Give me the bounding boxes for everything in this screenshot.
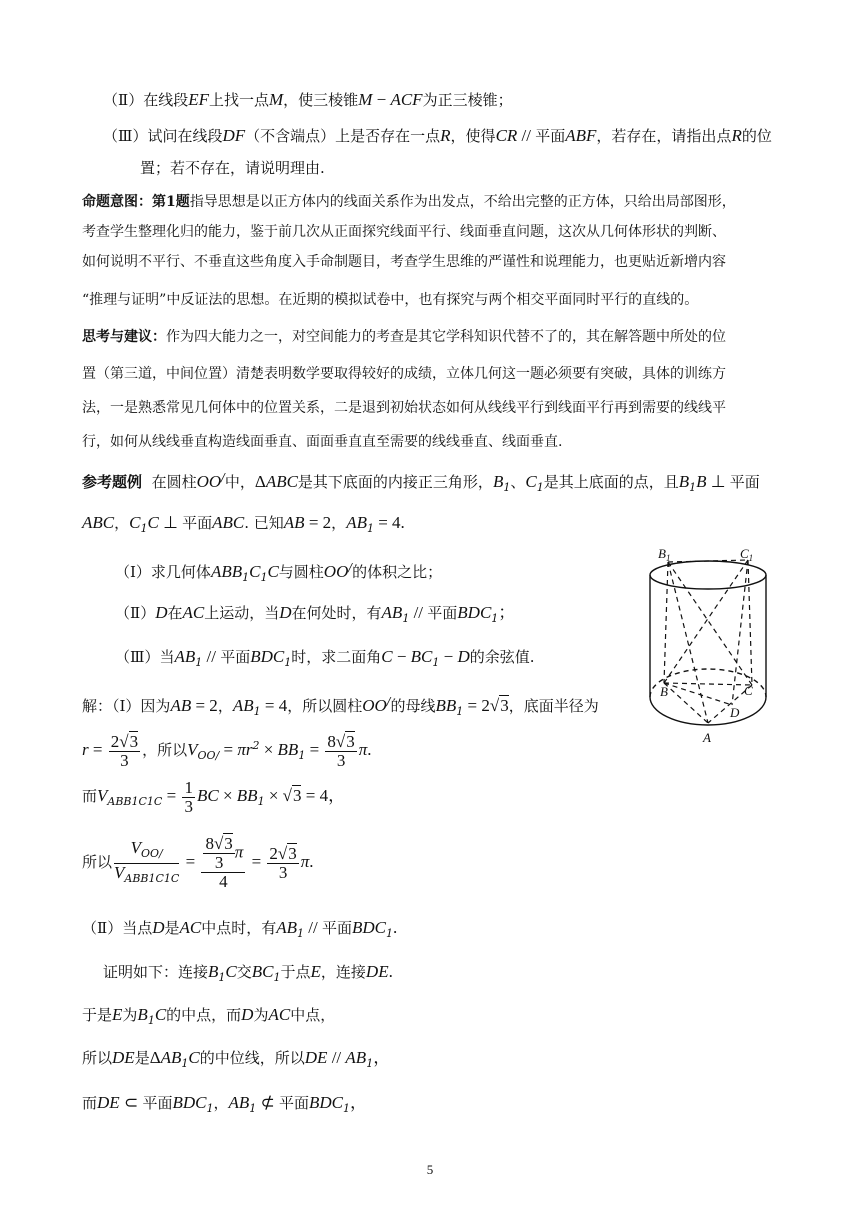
reference-part1: （Ⅰ）求几何体$ABB_1C_1C$与圆柱OO/的体积之比； — [115, 561, 443, 584]
solution-proof-line1: 于是E为$B_1C$的中点，而D为AC中点， — [82, 1005, 336, 1027]
label-c1: $C_1$ — [740, 546, 754, 563]
reference-line2: ABC，$C_1C$ ⊥ 平面ABC. 已知AB = 2，$AB_1 = 4$. — [82, 513, 405, 535]
label-b: B — [660, 684, 668, 699]
question-part3: （Ⅲ）试问在线段DF（不含端点）上是否存在一点R，使得CR // 平面ABF，若存在，请指出点R的位 — [103, 126, 772, 145]
question-part2: （Ⅱ）在线段EF上找一点M，使三棱锥M − ACF为正三棱锥； — [103, 90, 513, 109]
solution-line1: 解：（Ⅰ）因为AB = 2，$AB_1 = 4$，所以圆柱OO/的母线$BB_1 = 2√3$，底面半径为 — [82, 695, 599, 718]
solution-line3: 而$V_{ABB1C1C}$ = $\frac{1}{3}$ BC × $BB_1 \times √3 = 4$， — [82, 777, 346, 816]
advice-line2: 置（第三道，中间位置）清楚表明数学要取得较好的成绩，立体几何这一题必须要有突破，具体的训练方 — [82, 366, 726, 382]
cylinder-figure — [640, 545, 780, 745]
solution-proof-line2: 所以DE是$\Delta AB_1C$的中位线，所以DE // $AB_1$， — [82, 1048, 391, 1070]
intent-line1: 命题意图：第1题指导思想是以正方体内的线面关系作为出发点，不给出完整的正方体，只给出局部图形， — [82, 194, 736, 210]
reference-part2: （Ⅱ）D在AC上运动，当D在何处时，有$AB_1$ // 平面$BDC_1$； — [115, 603, 516, 625]
advice-line1: 思考与建议：作为四大能力之一，对空间能力的考查是其它学科知识代替不了的，其在解答题中所处的位 — [82, 329, 726, 345]
reference-part3: （Ⅲ）当$AB_1$ // 平面$BDC_1$时，求二面角$C - BC_1 - D$的余弦值. — [115, 647, 535, 669]
page-number: 5 — [426, 1162, 434, 1177]
advice-line3: 法，一是熟悉常见几何体中的位置关系，二是退到初始状态如何从线线平行到线面平行再到需要的线线平 — [82, 400, 726, 416]
intent-line3: 如何说明不平行、不垂直这些角度入手命制题目，考查学生思维的严谨性和说理能力，也更贴近新增内容 — [82, 254, 726, 270]
question-part3-cont: 置；若不存在，请说明理由. — [140, 159, 325, 177]
solution-part2: （Ⅱ）当点D是AC中点时，有$AB_1$ // 平面$BDC_1$. — [82, 918, 398, 940]
label-c: C — [744, 683, 753, 698]
label-d: D — [730, 705, 740, 720]
intent-line4: “推理与证明”中反证法的思想。在近期的模拟试卷中，也有探究与两个相交平面同时平行的直线的。 — [82, 292, 699, 308]
solution-line4: 所以 $\frac{V_{OO/}}{V_{ABB1C1C}}$ = $\frac{8√3}{3}$ π 4 = $\frac{2√3}{3}$ π. — [82, 834, 314, 891]
solution-line2: r = $\frac{2√3}{3}$ ，所以$V_{OO/} = \pi r^2 \times BB_1$ = $\frac{8√3}{3}$ π. — [82, 731, 372, 770]
solution-proof-line3: 而DE ⊂ 平面$BDC_1$，$AB_1$ ⊄ 平面$BDC_1$， — [82, 1093, 368, 1115]
intent-line2: 考查学生整理化归的能力，鉴于前几次从正面探究线面平行、线面垂直问题，这次从几何体形状的判断、 — [82, 224, 726, 240]
label-a: A — [703, 730, 711, 745]
reference-line1: 参考题例 在圆柱OO/中，ΔABC是其下底面的内接正三角形，$B_1$、$C_1$是其上底面的点，且$B_1B$ ⊥ 平面 — [82, 471, 760, 494]
advice-line4: 行，如何从线线垂直构造线面垂直、面面垂直直至需要的线线垂直、线面垂直. — [82, 434, 563, 450]
solution-proof-intro: 证明如下：连接$B_1C$交$BC_1$于点E，连接DE. — [103, 962, 393, 984]
label-b1: $B_1$ — [658, 546, 671, 563]
